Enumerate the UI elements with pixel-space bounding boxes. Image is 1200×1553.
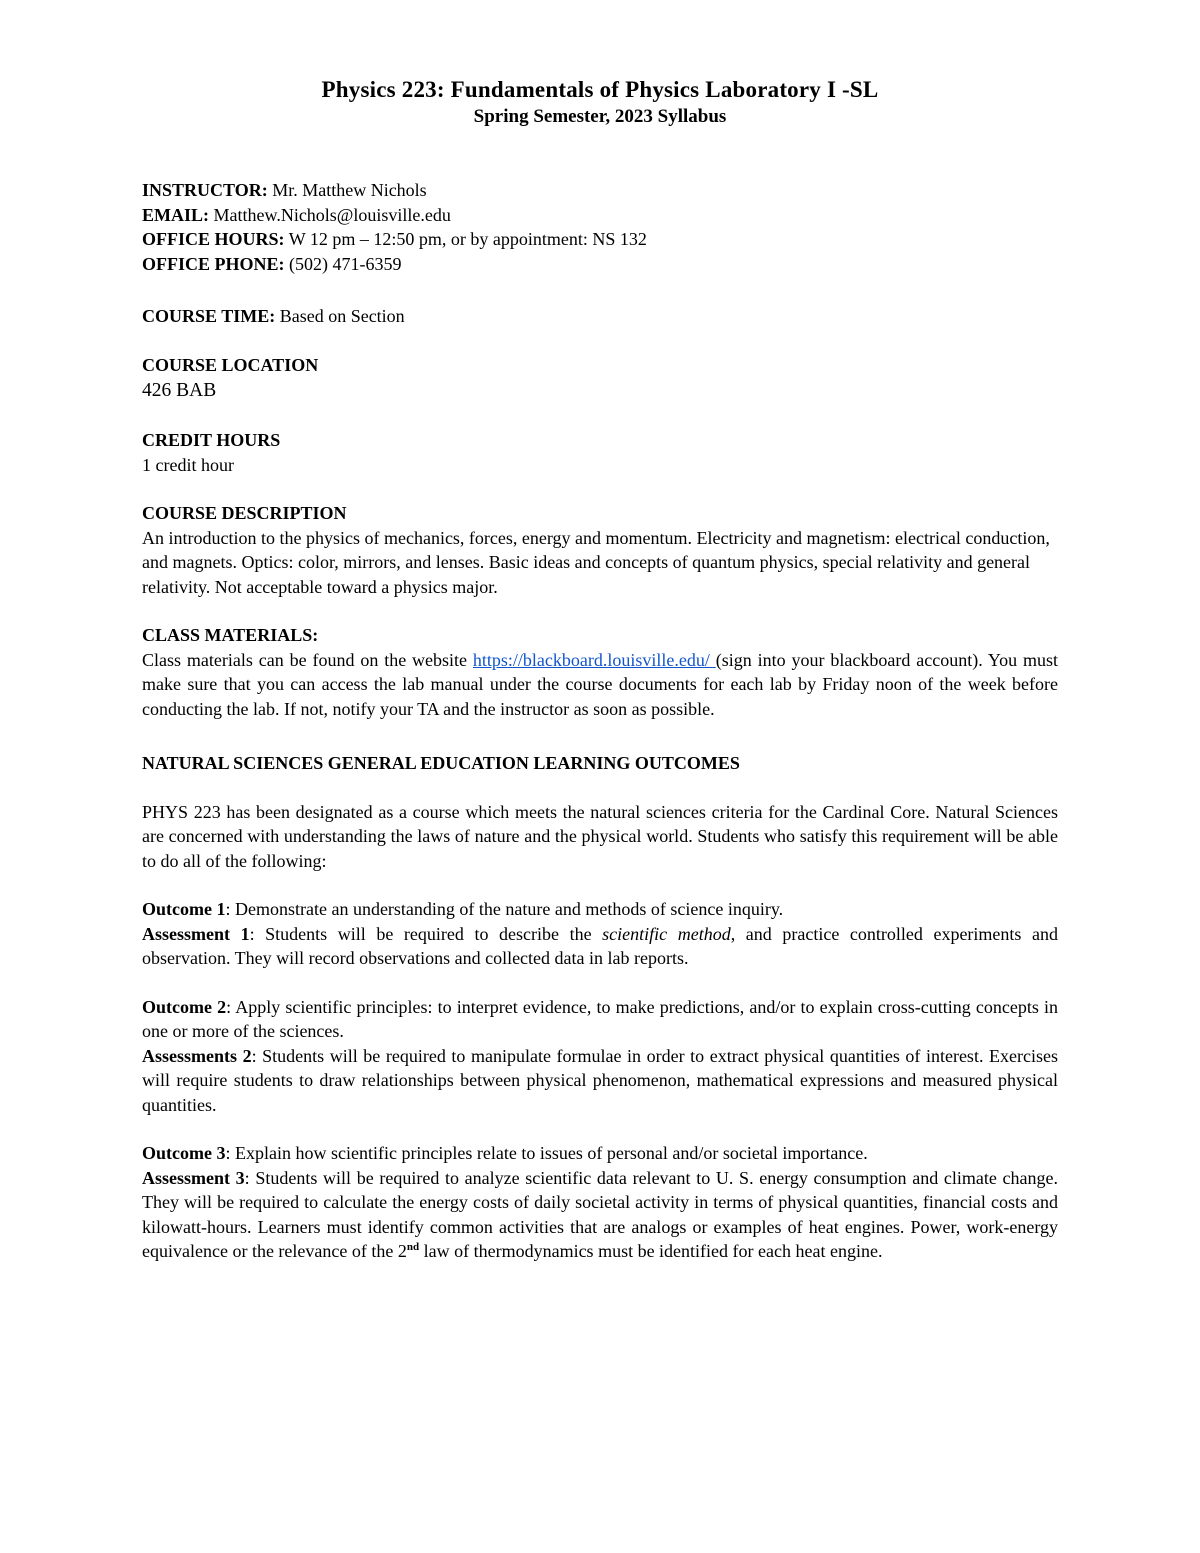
- outcome-2-label: Outcome 2: [142, 996, 227, 1017]
- outcome-1-label: Outcome 1: [142, 899, 226, 919]
- class-materials-text-after: (sign into your blackboard account). You must make sure that you can access the lab manual under the course documents for each lab by Friday noon of the week before conducting the lab. If not, notify your TA and the instructor as soon as possible.: [142, 649, 1058, 719]
- syllabus-page: [142, 76, 1058, 1264]
- outcomes-intro: PHYS 223 has been designated as a course which meets the natural sciences criteria for the Cardinal Core. Natural Sciences are concerned with understanding the laws of nature and the physical world. Students who satisfy this requirement will be able to do all of the following:: [142, 801, 1058, 871]
- assessment-3-text-b: law of thermodynamics must be identified for each heat engine.: [419, 1241, 883, 1261]
- page-title: Physics 223: Fundamentals of Physics Laboratory I -SL: [321, 77, 879, 102]
- blackboard-link[interactable]: https://blackboard.louisville.edu/: [472, 649, 716, 670]
- course-location-label: COURSE LOCATION: [142, 354, 319, 375]
- assessment-3-label: Assessment 3: [142, 1167, 245, 1188]
- assessment-1-italic: scientific method: [602, 923, 731, 944]
- assessment-3: [142, 1166, 1058, 1264]
- outcome-3: [142, 1141, 1058, 1166]
- outcomes-heading: NATURAL SCIENCES GENERAL EDUCATION LEARNING OUTCOMES: [142, 753, 740, 773]
- credit-hours-value: 1 credit hour: [142, 454, 234, 475]
- page-subtitle: Spring Semester, 2023 Syllabus: [473, 106, 727, 127]
- outcome-1: [142, 897, 1058, 922]
- class-materials-text-before: Class materials can be found on the website: [142, 649, 473, 670]
- course-time-label: COURSE TIME:: [142, 306, 276, 326]
- assessment-1-label: Assessment 1: [142, 923, 250, 944]
- assessment-2-label: Assessments 2: [142, 1045, 252, 1066]
- assessment-3-text-a: : Students will be required to analyze scientific data relevant to U. S. energy consumption and climate change. They will be required to calculate the energy costs of daily societal activity in terms of physical quantities, financial costs and kilowatt-hours. Learners must identify common activities that are analogs or examples of heat engines. Power, work-energy equivalence or the relevance of the 2: [142, 1167, 1058, 1261]
- instructor-label: INSTRUCTOR:: [142, 180, 268, 200]
- email-label: EMAIL:: [142, 204, 209, 225]
- assessment-1: [142, 922, 1058, 971]
- course-time-line: [142, 304, 1058, 329]
- office-phone-line: [142, 252, 1058, 277]
- course-description-text: An introduction to the physics of mechanics, forces, energy and momentum. Electricity and magnetism: electrical conduction, and magnets. Optics: color, mirrors, and lenses. Basic ideas and concepts of quantum physics, special relativity and general relativity. Not acceptable toward a physics major.: [142, 527, 1050, 597]
- assessment-1-text-a: : Students will be required to describe the: [249, 923, 603, 944]
- course-description-label: COURSE DESCRIPTION: [142, 503, 347, 523]
- office-phone-label: OFFICE PHONE:: [142, 253, 285, 274]
- class-materials-text: [142, 648, 1058, 722]
- assessment-2: [142, 1044, 1058, 1118]
- outcome-3-text: : Explain how scientific principles relate to issues of personal and/or societal importance.: [225, 1143, 868, 1163]
- instructor-value: Mr. Matthew Nichols: [267, 180, 427, 200]
- outcome-3-label: Outcome 3: [142, 1143, 226, 1163]
- assessment-3-superscript: nd: [406, 1241, 420, 1253]
- email-line: [142, 203, 1058, 228]
- instructor-line: [142, 178, 1058, 203]
- course-time-value: Based on Section: [275, 306, 405, 326]
- outcome-2: [142, 995, 1058, 1044]
- course-location-value: 426 BAB: [142, 380, 217, 401]
- class-materials-label: CLASS MATERIALS:: [142, 625, 319, 645]
- office-hours-value: W 12 pm – 12:50 pm, or by appointment: NS 132: [284, 229, 647, 249]
- assessment-1-text-b: , and practice controlled experiments and observation. They will record observations and collected data in lab reports.: [142, 923, 1058, 968]
- email-value: Matthew.Nichols@louisville.edu: [209, 204, 451, 225]
- outcome-2-text: : Apply scientific principles: to interpret evidence, to make predictions, and/or to explain cross-cutting concepts in one or more of the sciences.: [142, 996, 1058, 1041]
- office-phone-value: (502) 471-6359: [284, 253, 402, 274]
- office-hours-label: OFFICE HOURS:: [142, 229, 285, 249]
- outcome-1-text: : Demonstrate an understanding of the nature and methods of science inquiry.: [225, 899, 784, 919]
- credit-hours-label: CREDIT HOURS: [142, 430, 281, 450]
- assessment-2-text: : Students will be required to manipulate formulae in order to extract physical quantities of interest. Exercises will require students to draw relationships between physical phenomenon, mathematical expressions and measured physical quantities.: [142, 1045, 1058, 1115]
- office-hours-line: [142, 227, 1058, 252]
